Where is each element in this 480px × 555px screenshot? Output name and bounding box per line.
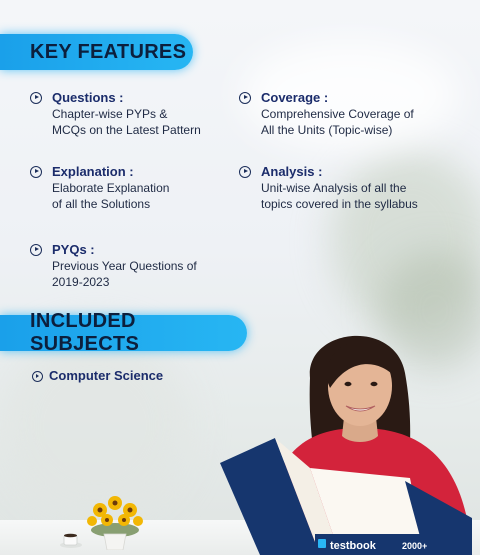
feature-description [261,107,414,138]
cup-illustration [60,531,84,549]
feature-description [261,181,418,212]
feature-line: All the Units (Topic-wise) [261,122,393,137]
flower-plant-illustration [80,490,150,550]
feature-line: 2019-2023 [52,274,110,289]
feature-line: Chapter-wise PYPs & [52,107,168,121]
feature-title: PYQs : [52,242,95,257]
feature-description [52,259,197,290]
circle-chevron-right-icon [32,371,43,382]
subject-label: Computer Science [49,368,164,383]
key-features-heading [0,34,193,70]
feature-title: Coverage : [261,90,329,105]
circle-chevron-right-icon [30,166,42,178]
feature-line: of all the Solutions [52,196,151,211]
feature-description [52,107,201,138]
student-with-book-illustration [180,318,480,555]
feature-title: Questions : [52,90,124,105]
feature-line: Elaborate Explanation [52,181,170,195]
key-features-heading-text: KEY FEATURES [30,40,187,63]
included-subjects-heading-text: INCLUDED SUBJECTS [30,310,140,355]
feature-line: MCQs on the Latest Pattern [52,122,201,137]
feature-line: topics covered in the syllabus [261,196,418,211]
circle-chevron-right-icon [239,166,251,178]
circle-chevron-right-icon [239,92,251,104]
book-brand: testbook [330,540,376,552]
circle-chevron-right-icon [30,92,42,104]
book-badge: 2000+ [402,541,428,551]
feature-line: Comprehensive Coverage of [261,107,414,121]
feature-line: Unit-wise Analysis of all the [261,181,407,195]
feature-title: Explanation : [52,164,134,179]
feature-description [52,181,169,212]
circle-chevron-right-icon [30,244,42,256]
feature-title: Analysis : [261,164,323,179]
feature-line: Previous Year Questions of [52,259,197,273]
